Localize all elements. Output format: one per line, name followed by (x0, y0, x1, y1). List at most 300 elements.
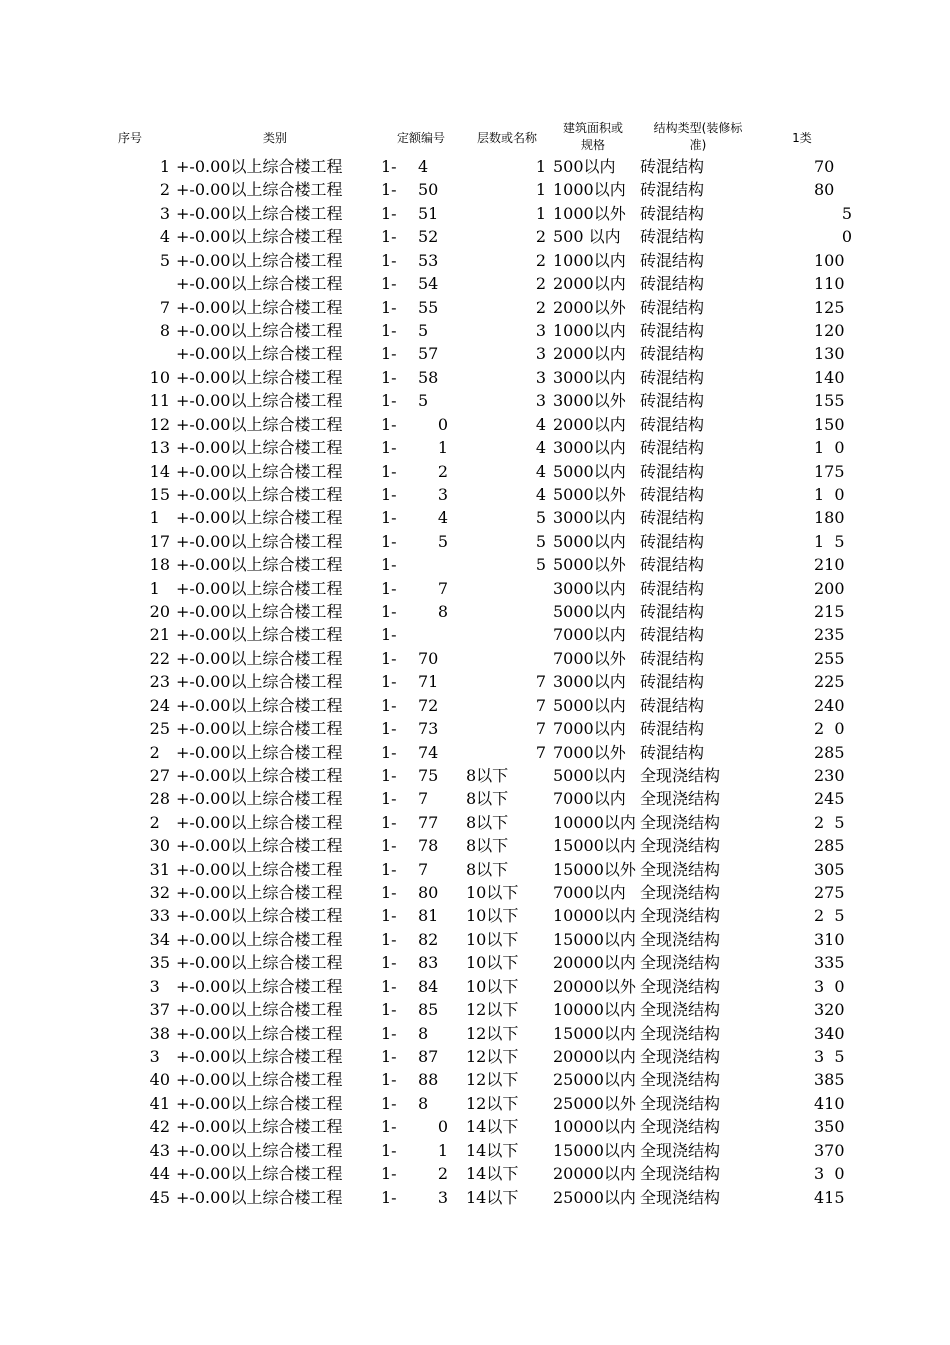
row-quota-prefix: 1- (381, 555, 397, 575)
row-structure: 砖混结构 (640, 484, 705, 504)
table-row (0, 202, 950, 225)
row-area: 5000以内 (553, 765, 626, 785)
row-category: +-0.00以上综合楼工程 (176, 1000, 343, 1020)
row-structure: 全现浇结构 (640, 789, 721, 809)
row-quota-prefix: 1- (381, 812, 397, 832)
row-quota-number: 8 (437, 602, 448, 621)
table-row (0, 1092, 950, 1115)
row-area: 2000以内 (553, 344, 626, 364)
table-row (0, 1022, 950, 1045)
row-structure: 砖混结构 (640, 391, 705, 411)
row-number: 14 (149, 461, 170, 481)
row-class1-value: 125 (814, 297, 845, 317)
row-quota-prefix: 1- (381, 1187, 397, 1207)
table-row (0, 881, 950, 904)
row-structure: 全现浇结构 (640, 976, 721, 996)
row-category: +-0.00以上综合楼工程 (176, 1070, 343, 1090)
row-category: +-0.00以上综合楼工程 (176, 461, 343, 481)
row-class1-value: 210 (814, 555, 845, 575)
row-number: 38 (149, 1023, 170, 1043)
row-area: 15000以内 (553, 929, 636, 949)
row-number: 28 (149, 789, 170, 809)
row-quota-prefix: 1- (381, 859, 397, 879)
row-category: +-0.00以上综合楼工程 (176, 672, 343, 692)
row-quota-number: 54 (418, 274, 439, 294)
row-quota-number: 81 (418, 906, 439, 926)
row-number: 40 (149, 1070, 170, 1090)
row-structure: 砖混结构 (640, 531, 705, 551)
row-category: +-0.00以上综合楼工程 (176, 157, 343, 176)
table-row (0, 506, 950, 529)
table-row (0, 600, 950, 623)
table-row (0, 225, 950, 248)
table-row (0, 342, 950, 365)
row-quota-number: 57 (418, 344, 439, 364)
row-class1-value: 100 (814, 250, 845, 270)
row-category: +-0.00以上综合楼工程 (176, 648, 343, 668)
row-class1-value: 305 (814, 859, 845, 879)
table-row (0, 366, 950, 389)
row-structure: 砖混结构 (640, 250, 705, 270)
row-number: 13 (149, 438, 170, 457)
header-area-line1: 建筑面积或 (562, 121, 623, 135)
row-floor: 3 (535, 320, 546, 340)
row-structure: 砖混结构 (640, 578, 705, 598)
row-quota-number: 7 (418, 789, 429, 809)
row-level: 10以下 (466, 929, 519, 949)
row-structure: 砖混结构 (640, 438, 705, 457)
row-class1-value: 340 (814, 1023, 845, 1043)
row-number: 1 (159, 157, 170, 176)
row-area: 2000以内 (553, 274, 626, 294)
table-row (0, 460, 950, 483)
row-area: 10000以内 (553, 1117, 636, 1137)
row-area: 5000以外 (553, 555, 626, 575)
row-category: +-0.00以上综合楼工程 (176, 625, 343, 645)
row-floor: 5 (535, 508, 546, 528)
row-floor: 5 (535, 531, 546, 551)
row-level: 8以下 (466, 836, 509, 856)
table-row (0, 389, 950, 412)
row-structure: 砖混结构 (640, 555, 705, 575)
row-area: 25000以内 (553, 1070, 636, 1090)
row-structure: 全现浇结构 (640, 953, 721, 973)
table-row (0, 1045, 950, 1068)
row-quota-prefix: 1- (381, 953, 397, 973)
row-class1-value: 2 5 (814, 906, 845, 926)
row-level: 8以下 (466, 765, 509, 785)
row-floor: 7 (535, 719, 546, 739)
row-quota-number: 88 (418, 1070, 439, 1090)
table-row (0, 1162, 950, 1185)
row-class1-value: 5 (841, 203, 852, 223)
row-number: 24 (149, 695, 170, 715)
row-number: 7 (159, 297, 170, 317)
table-row (0, 530, 950, 553)
row-quota-prefix: 1- (381, 789, 397, 809)
table-row (0, 483, 950, 506)
row-quota-prefix: 1- (381, 672, 397, 692)
row-quota-number: 71 (418, 672, 439, 692)
row-floor: 1 (535, 180, 546, 200)
row-category: +-0.00以上综合楼工程 (176, 203, 343, 223)
row-level: 14以下 (466, 1164, 519, 1184)
table-row (0, 1115, 950, 1138)
row-floor: 4 (535, 438, 546, 457)
table-row (0, 694, 950, 717)
row-floor: 4 (535, 484, 546, 504)
row-structure: 砖混结构 (640, 508, 705, 528)
row-number: 37 (149, 1000, 170, 1020)
row-category: +-0.00以上综合楼工程 (176, 953, 343, 973)
row-area: 1000以内 (553, 180, 626, 200)
row-quota-number: 85 (418, 1000, 439, 1020)
row-quota-number: 7 (437, 578, 448, 598)
row-quota-prefix: 1- (381, 1117, 397, 1137)
row-structure: 全现浇结构 (640, 812, 721, 832)
row-class1-value: 150 (814, 414, 845, 434)
row-quota-prefix: 1- (381, 438, 397, 457)
row-number: 45 (149, 1187, 170, 1207)
row-number: 3 (149, 1047, 170, 1066)
row-quota-number: 55 (418, 297, 439, 317)
row-area: 7000以内 (553, 883, 626, 902)
row-quota-number: 0 (437, 1117, 448, 1137)
row-floor: 1 (535, 157, 546, 176)
row-category: +-0.00以上综合楼工程 (176, 484, 343, 504)
row-class1-value: 140 (814, 367, 845, 387)
row-number: 35 (149, 953, 170, 973)
row-floor: 2 (535, 297, 546, 317)
row-structure: 砖混结构 (640, 414, 705, 434)
row-class1-value: 285 (814, 742, 845, 762)
row-level: 12以下 (466, 1070, 519, 1090)
row-structure: 全现浇结构 (640, 883, 721, 902)
row-number: 23 (149, 672, 170, 692)
row-structure: 全现浇结构 (640, 1070, 721, 1090)
row-number: 20 (149, 602, 170, 621)
row-structure: 全现浇结构 (640, 765, 721, 785)
row-level: 14以下 (466, 1187, 519, 1207)
row-quota-prefix: 1- (381, 1070, 397, 1090)
row-quota-prefix: 1- (381, 157, 397, 176)
row-number: 21 (149, 625, 170, 645)
row-category: +-0.00以上综合楼工程 (176, 976, 343, 996)
row-level: 12以下 (466, 1093, 519, 1113)
table-row (0, 296, 950, 319)
row-class1-value: 240 (814, 695, 845, 715)
table-row (0, 764, 950, 787)
table-row (0, 272, 950, 295)
row-area: 3000以内 (553, 672, 626, 692)
row-quota-prefix: 1- (381, 320, 397, 340)
row-number: 8 (159, 320, 170, 340)
row-quota-prefix: 1- (381, 836, 397, 856)
row-number: 34 (149, 929, 170, 949)
row-level: 8以下 (466, 859, 509, 879)
row-floor: 7 (535, 695, 546, 715)
table-row (0, 975, 950, 998)
row-quota-number: 52 (418, 227, 439, 247)
row-structure: 全现浇结构 (640, 1023, 721, 1043)
row-quota-number: 2 (437, 1164, 448, 1184)
row-class1-value: 235 (814, 625, 845, 645)
row-quota-prefix: 1- (381, 508, 397, 528)
row-quota-number: 3 (437, 1187, 448, 1207)
row-quota-number: 50 (418, 180, 439, 200)
row-quota-prefix: 1- (381, 695, 397, 715)
row-quota-prefix: 1- (381, 274, 397, 294)
row-floor: 4 (535, 461, 546, 481)
table-row (0, 858, 950, 881)
row-category: +-0.00以上综合楼工程 (176, 742, 343, 762)
row-number: 15 (149, 484, 170, 504)
row-level: 12以下 (466, 1000, 519, 1020)
row-number: 4 (159, 227, 170, 247)
row-quota-number: 82 (418, 929, 439, 949)
row-number: 2 (159, 180, 170, 200)
row-class1-value: 275 (814, 883, 845, 902)
row-class1-value: 320 (814, 1000, 845, 1020)
row-category: +-0.00以上综合楼工程 (176, 1164, 343, 1184)
row-floor: 3 (535, 391, 546, 411)
row-class1-value: 200 (814, 578, 845, 598)
row-class1-value: 3 0 (814, 976, 845, 996)
row-quota-number: 4 (418, 157, 429, 176)
row-quota-number: 78 (418, 836, 439, 856)
row-quota-number: 3 (437, 484, 448, 504)
row-area: 5000以内 (553, 602, 626, 621)
row-category: +-0.00以上综合楼工程 (176, 367, 343, 387)
row-number: 31 (149, 859, 170, 879)
row-category: +-0.00以上综合楼工程 (176, 180, 343, 200)
row-quota-number: 5 (418, 320, 429, 340)
row-level: 10以下 (466, 906, 519, 926)
row-category: +-0.00以上综合楼工程 (176, 602, 343, 621)
row-quota-prefix: 1- (381, 906, 397, 926)
row-area: 500 以内 (553, 227, 621, 247)
header-area-line2: 规格 (580, 138, 605, 152)
row-category: +-0.00以上综合楼工程 (176, 320, 343, 340)
row-area: 10000以内 (553, 906, 636, 926)
row-quota-number: 87 (418, 1047, 439, 1066)
row-floor: 1 (535, 203, 546, 223)
row-area: 20000以内 (553, 1164, 636, 1184)
row-structure: 全现浇结构 (640, 906, 721, 926)
row-level: 10以下 (466, 953, 519, 973)
table-row (0, 647, 950, 670)
table-row (0, 787, 950, 810)
row-structure: 砖混结构 (640, 203, 705, 223)
table-row (0, 319, 950, 342)
row-class1-value: 0 (841, 227, 852, 247)
row-quota-prefix: 1- (381, 602, 397, 621)
row-class1-value: 3 0 (814, 1164, 845, 1184)
row-number: 5 (159, 250, 170, 270)
row-quota-number: 72 (418, 695, 439, 715)
row-level: 8以下 (466, 812, 509, 832)
row-category: +-0.00以上综合楼工程 (176, 929, 343, 949)
row-number: 1 (149, 508, 170, 528)
row-quota-prefix: 1- (381, 1140, 397, 1160)
row-quota-prefix: 1- (381, 765, 397, 785)
row-area: 25000以内 (553, 1187, 636, 1207)
row-category: +-0.00以上综合楼工程 (176, 391, 343, 411)
row-class1-value: 285 (814, 836, 845, 856)
table-row (0, 436, 950, 459)
row-quota-number: 75 (418, 765, 439, 785)
row-quota-number: 1 (437, 438, 448, 457)
row-quota-prefix: 1- (381, 1047, 397, 1066)
row-class1-value: 70 (814, 157, 835, 176)
header-quota-no: 定额编号 (396, 131, 445, 145)
row-quota-number: 58 (418, 367, 439, 387)
row-category: +-0.00以上综合楼工程 (176, 531, 343, 551)
row-area: 3000以外 (553, 391, 626, 411)
row-structure: 砖混结构 (640, 227, 705, 247)
row-area: 15000以内 (553, 1140, 636, 1160)
row-structure: 全现浇结构 (640, 1047, 721, 1066)
row-floor: 4 (535, 414, 546, 434)
row-category: +-0.00以上综合楼工程 (176, 859, 343, 879)
table-row (0, 1186, 950, 1209)
row-quota-prefix: 1- (381, 929, 397, 949)
table-row (0, 670, 950, 693)
row-area: 20000以内 (553, 1047, 636, 1066)
row-area: 7000以内 (553, 625, 626, 645)
table-row (0, 553, 950, 576)
row-quota-prefix: 1- (381, 250, 397, 270)
row-class1-value: 155 (814, 391, 845, 411)
row-area: 7000以外 (553, 742, 626, 762)
table-row (0, 717, 950, 740)
row-class1-value: 385 (814, 1070, 845, 1090)
row-area: 25000以外 (553, 1093, 636, 1113)
row-number: 2 (149, 812, 170, 832)
row-class1-value: 80 (814, 180, 835, 200)
row-number: 3 (149, 976, 170, 996)
row-number: 41 (149, 1093, 170, 1113)
row-number: 32 (149, 883, 170, 902)
row-structure: 砖混结构 (640, 602, 705, 621)
row-area: 7000以外 (553, 648, 626, 668)
row-quota-prefix: 1- (381, 344, 397, 364)
table-row (0, 1139, 950, 1162)
row-class1-value: 175 (814, 461, 845, 481)
table-row (0, 811, 950, 834)
row-structure: 砖混结构 (640, 648, 705, 668)
row-class1-value: 225 (814, 672, 845, 692)
row-area: 3000以内 (553, 438, 626, 457)
row-category: +-0.00以上综合楼工程 (176, 812, 343, 832)
table-row (0, 1068, 950, 1091)
row-category: +-0.00以上综合楼工程 (176, 883, 343, 902)
row-quota-prefix: 1- (381, 883, 397, 902)
row-structure: 砖混结构 (640, 719, 705, 739)
header-floors: 层数或名称 (476, 131, 537, 145)
row-quota-prefix: 1- (381, 648, 397, 668)
row-area: 15000以外 (553, 859, 636, 879)
row-structure: 全现浇结构 (640, 929, 721, 949)
row-quota-number: 1 (437, 1140, 448, 1160)
row-class1-value: 130 (814, 344, 845, 364)
row-category: +-0.00以上综合楼工程 (176, 906, 343, 926)
row-floor: 2 (535, 250, 546, 270)
row-quota-prefix: 1- (381, 578, 397, 598)
table-row (0, 178, 950, 201)
row-quota-prefix: 1- (381, 1164, 397, 1184)
table-row (0, 998, 950, 1021)
table-row (0, 623, 950, 646)
row-category: +-0.00以上综合楼工程 (176, 344, 343, 364)
row-level: 10以下 (466, 883, 519, 902)
row-structure: 全现浇结构 (640, 1187, 721, 1207)
row-category: +-0.00以上综合楼工程 (176, 789, 343, 809)
table-row (0, 928, 950, 951)
row-level: 8以下 (466, 789, 509, 809)
row-area: 1000以内 (553, 320, 626, 340)
row-class1-value: 410 (814, 1093, 845, 1113)
row-quota-prefix: 1- (381, 203, 397, 223)
row-class1-value: 415 (814, 1187, 845, 1207)
row-quota-prefix: 1- (381, 742, 397, 762)
row-category: +-0.00以上综合楼工程 (176, 695, 343, 715)
row-area: 7000以内 (553, 719, 626, 739)
row-quota-number: 83 (418, 953, 439, 973)
row-category: +-0.00以上综合楼工程 (176, 1187, 343, 1207)
row-number: 42 (149, 1117, 170, 1137)
row-structure: 砖混结构 (640, 742, 705, 762)
row-area: 5000以内 (553, 695, 626, 715)
row-structure: 全现浇结构 (640, 859, 721, 879)
row-category: +-0.00以上综合楼工程 (176, 1117, 343, 1137)
row-quota-number: 5 (418, 391, 429, 411)
row-area: 1000以外 (553, 203, 626, 223)
row-category: +-0.00以上综合楼工程 (176, 1140, 343, 1160)
row-area: 2000以外 (553, 297, 626, 317)
row-class1-value: 1 0 (814, 438, 845, 457)
row-number: 33 (149, 906, 170, 926)
table-row (0, 741, 950, 764)
row-class1-value: 245 (814, 789, 845, 809)
row-area: 15000以内 (553, 836, 636, 856)
row-category: +-0.00以上综合楼工程 (176, 250, 343, 270)
row-class1-value: 120 (814, 320, 845, 340)
row-level: 14以下 (466, 1117, 519, 1137)
row-category: +-0.00以上综合楼工程 (176, 414, 343, 434)
row-quota-prefix: 1- (381, 719, 397, 739)
row-number: 12 (149, 414, 170, 434)
row-class1-value: 2 0 (814, 719, 845, 739)
row-category: +-0.00以上综合楼工程 (176, 227, 343, 247)
row-quota-prefix: 1- (381, 976, 397, 996)
table-row (0, 834, 950, 857)
row-area: 3000以内 (553, 578, 626, 598)
row-floor: 2 (535, 274, 546, 294)
row-class1-value: 310 (814, 929, 845, 949)
row-category: +-0.00以上综合楼工程 (176, 297, 343, 317)
row-category: +-0.00以上综合楼工程 (176, 1047, 343, 1066)
row-quota-number: 77 (418, 812, 439, 832)
row-quota-number: 84 (418, 976, 439, 996)
row-quota-number: 7 (418, 859, 429, 879)
row-quota-prefix: 1- (381, 1023, 397, 1043)
row-level: 10以下 (466, 976, 519, 996)
row-structure: 砖混结构 (640, 461, 705, 481)
row-area: 500以内 (553, 157, 616, 176)
row-category: +-0.00以上综合楼工程 (176, 1023, 343, 1043)
row-structure: 砖混结构 (640, 695, 705, 715)
